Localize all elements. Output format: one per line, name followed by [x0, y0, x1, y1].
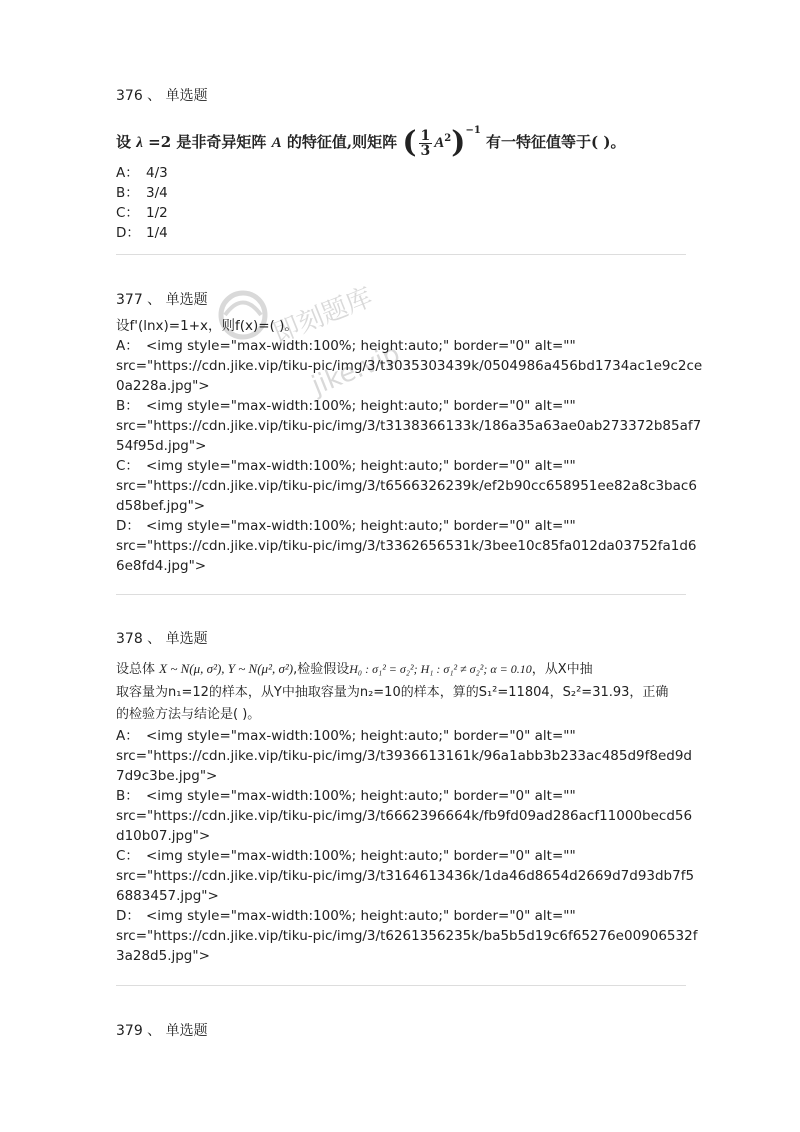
question-stem: 设总体 X ~ N(μ, σ²), Y ~ N(μ², σ²),检验假设H₀ : σ₁² = σ₂²; H₁ : σ₁² ≠ σ₂²; α = 0.10，从X中抽 取容量为n₁=12的样本，从Y中抽取容量为n₂=10的样本，算的S₁²=11804，S₂²=31.93，正确 的检验方法与结论是( )。	[116, 661, 669, 722]
question-stem: 设 λ =2 是非奇异矩阵 A 的特征值,则矩阵 ( $\frac{1}{3}$ $A^2)^{-1}$ 有一特征值等于( )。	[116, 125, 626, 160]
question-378	[116, 629, 698, 966]
option-c[interactable]: C： <img style="max-width:100%; height:auto;" border="0" alt="" src="https://cdn.jike.vip/tiku-pic/img/3/t3164613436k/1da46d8654d2669d7d93db7f5 6883457.jpg">	[116, 848, 695, 904]
question-379	[116, 1021, 686, 1041]
option-b[interactable]: B： <img style="max-width:100%; height:auto;" border="0" alt="" src="https://cdn.jike.vip/tiku-pic/img/3/t6662396664k/fb9fd09ad286acf11000becd56 d10b07.jpg">	[116, 788, 693, 844]
option-a[interactable]: A： <img style="max-width:100%; height:auto;" border="0" alt="" src="https://cdn.jike.vip/tiku-pic/img/3/t3035303439k/0504986a456bd1734ac1e9c2ce 0a228a.jpg">	[116, 338, 703, 394]
option-d[interactable]: D： <img style="max-width:100%; height:auto;" border="0" alt="" src="https://cdn.jike.vip/tiku-pic/img/3/t6261356235k/ba5b5d19c6f65276e00906532f 3a28d5.jpg">	[116, 908, 698, 964]
options-list	[116, 726, 698, 966]
option-d[interactable]: D： 1/4	[116, 225, 168, 241]
option-c[interactable]: C： 1/2	[116, 205, 168, 221]
option-b[interactable]: B： <img style="max-width:100%; height:auto;" border="0" alt="" src="https://cdn.jike.vip/tiku-pic/img/3/t3138366133k/186a35a63ae0ab273372b85af7 54f95d.jpg">	[116, 398, 702, 454]
option-b[interactable]: B： 3/4	[116, 185, 168, 201]
watermark-cn: 即刻题库	[269, 282, 377, 350]
divider	[116, 985, 686, 986]
question-376	[116, 86, 686, 243]
option-d[interactable]: D： <img style="max-width:100%; height:auto;" border="0" alt="" src="https://cdn.jike.vip/tiku-pic/img/3/t3362656531k/3bee10c85fa012da03752fa1d6 6e8fd4.jpg">	[116, 518, 697, 574]
divider	[116, 594, 686, 595]
divider	[116, 254, 686, 255]
question-number-type: 376 、 单选题	[116, 88, 208, 104]
option-a[interactable]: A： 4/3	[116, 165, 168, 181]
question-number-type: 378 、 单选题	[116, 631, 208, 647]
question-stem: 设f'(lnx)=1+x，则f(x)=( )。	[116, 318, 298, 334]
question-number-type: 379 、 单选题	[116, 1023, 208, 1039]
option-c[interactable]: C： <img style="max-width:100%; height:auto;" border="0" alt="" src="https://cdn.jike.vip/tiku-pic/img/3/t6566326239k/ef2b90cc658951ee82a8c3bac6 d58bef.jpg">	[116, 458, 697, 514]
option-a[interactable]: A： <img style="max-width:100%; height:auto;" border="0" alt="" src="https://cdn.jike.vip/tiku-pic/img/3/t3936613161k/96a1abb3b233ac485d9f8ed9d 7d9c3be.jpg">	[116, 728, 692, 784]
options-list	[116, 336, 703, 576]
question-number-type: 377 、 单选题	[116, 292, 208, 308]
watermark-en: jike.vip	[307, 338, 405, 402]
options-list	[116, 163, 686, 243]
question-377	[116, 290, 703, 576]
